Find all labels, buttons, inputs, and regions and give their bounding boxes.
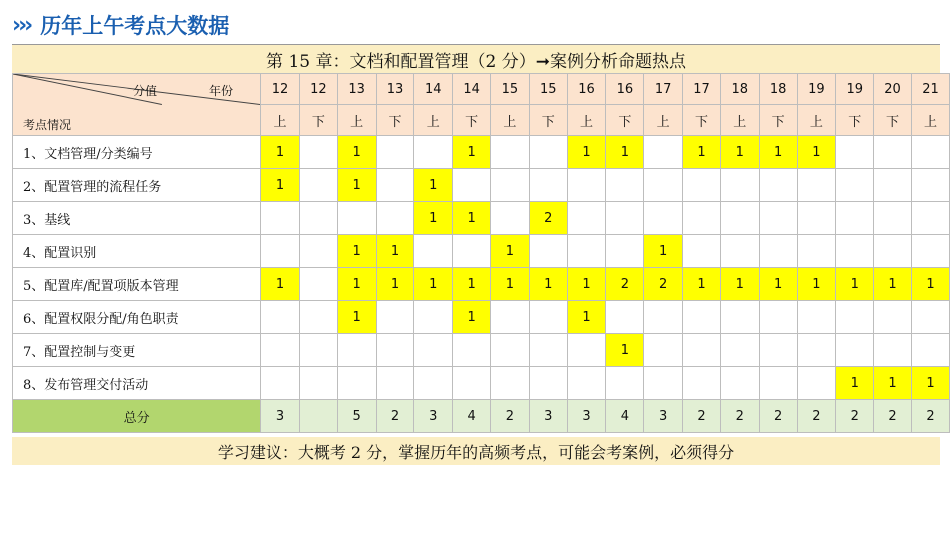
score-cell (567, 235, 606, 268)
score-cell (683, 202, 721, 235)
score-cell (567, 202, 606, 235)
total-cell: 3 (529, 400, 567, 433)
score-cell (683, 301, 721, 334)
score-cell: 1 (414, 169, 453, 202)
score-cell: 1 (337, 235, 376, 268)
score-cell (720, 367, 759, 400)
score-cell: 1 (376, 235, 414, 268)
score-cell (644, 301, 683, 334)
score-cell (453, 367, 491, 400)
score-cell (874, 136, 912, 169)
topic-label: 2、配置管理的流程任务 (13, 169, 261, 202)
score-cell (797, 169, 836, 202)
score-cell (911, 202, 949, 235)
score-cell (644, 367, 683, 400)
topic-label: 6、配置权限分配/角色职责 (13, 301, 261, 334)
half-year-header: 下 (836, 105, 874, 136)
score-cell: 1 (874, 367, 912, 400)
score-cell (567, 334, 606, 367)
score-cell (874, 235, 912, 268)
score-cell (414, 235, 453, 268)
score-cell (261, 202, 300, 235)
score-cell (453, 169, 491, 202)
score-cell (337, 367, 376, 400)
score-cell (683, 334, 721, 367)
score-cell (874, 202, 912, 235)
score-cell (606, 169, 644, 202)
year-header: 20 (874, 74, 912, 105)
year-header: 16 (567, 74, 606, 105)
score-cell (720, 202, 759, 235)
score-cell (797, 301, 836, 334)
score-cell: 1 (261, 136, 300, 169)
total-cell: 4 (606, 400, 644, 433)
year-header: 15 (491, 74, 530, 105)
score-cell (299, 334, 337, 367)
score-cell: 1 (683, 136, 721, 169)
score-cell (683, 367, 721, 400)
half-year-header: 上 (491, 105, 530, 136)
table-row (13, 202, 950, 235)
score-cell (376, 334, 414, 367)
total-cell: 5 (337, 400, 376, 433)
total-cell: 2 (491, 400, 530, 433)
score-cell: 1 (414, 268, 453, 301)
topic-label: 5、配置库/配置项版本管理 (13, 268, 261, 301)
table-row (13, 367, 950, 400)
score-cell: 1 (606, 334, 644, 367)
score-cell (759, 301, 797, 334)
half-year-header: 上 (797, 105, 836, 136)
score-cell (606, 235, 644, 268)
total-cell: 2 (836, 400, 874, 433)
score-cell: 1 (911, 268, 949, 301)
score-cell (299, 202, 337, 235)
score-cell: 1 (644, 235, 683, 268)
year-header: 17 (644, 74, 683, 105)
score-cell (683, 235, 721, 268)
score-cell (261, 367, 300, 400)
score-cell: 1 (337, 136, 376, 169)
score-cell (299, 235, 337, 268)
score-cell (376, 169, 414, 202)
total-row (13, 400, 950, 433)
half-year-header: 上 (261, 105, 300, 136)
total-cell (299, 400, 337, 433)
year-header: 14 (414, 74, 453, 105)
score-cell (606, 202, 644, 235)
score-cell (567, 367, 606, 400)
score-cell (911, 235, 949, 268)
score-cell (720, 334, 759, 367)
score-cell (376, 301, 414, 334)
total-cell: 4 (453, 400, 491, 433)
score-cell (644, 136, 683, 169)
score-cell (759, 334, 797, 367)
score-cell (911, 334, 949, 367)
year-header: 16 (606, 74, 644, 105)
score-cell (567, 169, 606, 202)
score-cell: 1 (720, 136, 759, 169)
half-year-header: 上 (337, 105, 376, 136)
score-cell (874, 334, 912, 367)
topic-label: 7、配置控制与变更 (13, 334, 261, 367)
score-cell (911, 301, 949, 334)
score-cell (414, 136, 453, 169)
half-year-header: 下 (874, 105, 912, 136)
score-cell (261, 334, 300, 367)
score-cell (529, 367, 567, 400)
total-cell: 2 (759, 400, 797, 433)
score-cell (836, 169, 874, 202)
score-cell: 1 (453, 268, 491, 301)
chapter-title: 第 15 章：文档和配置管理（2 分）➞案例分析命题热点 (12, 44, 940, 74)
total-cell: 2 (683, 400, 721, 433)
score-cell: 1 (376, 268, 414, 301)
half-year-header: 下 (606, 105, 644, 136)
score-cell: 2 (606, 268, 644, 301)
score-cell: 1 (911, 367, 949, 400)
score-cell (836, 235, 874, 268)
score-cell (299, 268, 337, 301)
score-cell: 1 (836, 268, 874, 301)
score-cell: 1 (567, 136, 606, 169)
score-cell (797, 202, 836, 235)
score-cell: 1 (414, 202, 453, 235)
score-cell (491, 136, 530, 169)
year-header: 17 (683, 74, 721, 105)
score-cell (911, 169, 949, 202)
table-row (13, 235, 950, 268)
score-cell (299, 301, 337, 334)
score-cell (529, 301, 567, 334)
score-cell: 1 (606, 136, 644, 169)
score-cell (644, 334, 683, 367)
study-advice: 学习建议：大概考 2 分，掌握历年的高频考点，可能会考案例，必须得分 (12, 437, 940, 465)
score-cell (720, 301, 759, 334)
score-cell: 1 (759, 268, 797, 301)
year-header: 12 (299, 74, 337, 105)
total-cell: 3 (644, 400, 683, 433)
page-header (12, 8, 229, 42)
score-cell (529, 235, 567, 268)
score-cell (299, 169, 337, 202)
score-cell (491, 202, 530, 235)
score-cell (836, 202, 874, 235)
score-cell (453, 334, 491, 367)
score-cell: 1 (567, 268, 606, 301)
half-year-header: 上 (567, 105, 606, 136)
score-cell (414, 301, 453, 334)
score-cell (337, 334, 376, 367)
half-year-header: 下 (299, 105, 337, 136)
score-cell: 1 (567, 301, 606, 334)
score-cell: 1 (797, 268, 836, 301)
year-header: 19 (836, 74, 874, 105)
year-header: 13 (337, 74, 376, 105)
score-cell (720, 235, 759, 268)
score-cell (644, 169, 683, 202)
half-year-header: 下 (683, 105, 721, 136)
half-year-header: 上 (414, 105, 453, 136)
score-cell (797, 334, 836, 367)
score-cell: 1 (337, 169, 376, 202)
score-cell (529, 136, 567, 169)
score-cell (491, 367, 530, 400)
score-cell (759, 235, 797, 268)
half-year-header: 下 (453, 105, 491, 136)
value-label: 分值 (133, 84, 158, 98)
score-cell: 1 (337, 268, 376, 301)
half-year-header: 下 (759, 105, 797, 136)
score-cell (874, 169, 912, 202)
score-cell (759, 169, 797, 202)
total-label: 总分 (13, 400, 261, 433)
score-cell (491, 301, 530, 334)
total-cell: 3 (567, 400, 606, 433)
topic-label: 8、发布管理交付活动 (13, 367, 261, 400)
score-cell (836, 136, 874, 169)
score-cell (491, 334, 530, 367)
total-cell: 2 (720, 400, 759, 433)
page-title: 历年上午考点大数据 (40, 14, 230, 38)
exam-stats-table (12, 73, 950, 433)
total-cell: 2 (376, 400, 414, 433)
score-cell (376, 367, 414, 400)
year-header: 19 (797, 74, 836, 105)
score-cell (606, 301, 644, 334)
table-corner-header (13, 74, 261, 136)
score-cell (759, 367, 797, 400)
score-cell: 1 (337, 301, 376, 334)
total-cell: 2 (797, 400, 836, 433)
score-cell: 1 (453, 301, 491, 334)
score-cell (299, 136, 337, 169)
year-header: 18 (720, 74, 759, 105)
year-label: 年份 (209, 84, 234, 98)
half-year-header: 上 (644, 105, 683, 136)
half-year-header: 上 (911, 105, 949, 136)
table-row (13, 334, 950, 367)
score-cell: 1 (261, 268, 300, 301)
table-row (13, 301, 950, 334)
score-cell (453, 235, 491, 268)
score-cell: 2 (529, 202, 567, 235)
table-row (13, 136, 950, 169)
score-cell (261, 301, 300, 334)
half-year-header: 下 (529, 105, 567, 136)
score-cell (797, 235, 836, 268)
score-cell (874, 301, 912, 334)
year-header: 12 (261, 74, 300, 105)
score-cell: 1 (874, 268, 912, 301)
topic-label: 3、基线 (13, 202, 261, 235)
score-cell (720, 169, 759, 202)
triple-chevron-icon: › › › (12, 12, 27, 38)
score-cell (683, 169, 721, 202)
score-cell (414, 367, 453, 400)
score-cell (337, 202, 376, 235)
year-header: 13 (376, 74, 414, 105)
score-cell (644, 202, 683, 235)
score-cell: 1 (836, 367, 874, 400)
score-cell: 1 (491, 235, 530, 268)
score-cell (797, 367, 836, 400)
total-cell: 3 (414, 400, 453, 433)
topic-label: 考点情况 (23, 118, 72, 132)
year-header: 14 (453, 74, 491, 105)
score-cell (529, 334, 567, 367)
score-cell (529, 169, 567, 202)
score-cell (414, 334, 453, 367)
score-cell: 1 (529, 268, 567, 301)
score-cell (759, 202, 797, 235)
score-cell: 1 (683, 268, 721, 301)
topic-label: 4、配置识别 (13, 235, 261, 268)
score-cell (376, 136, 414, 169)
total-cell: 3 (261, 400, 300, 433)
score-cell: 1 (261, 169, 300, 202)
table-row (13, 169, 950, 202)
score-cell: 1 (797, 136, 836, 169)
score-cell: 1 (491, 268, 530, 301)
score-cell (491, 169, 530, 202)
score-cell (911, 136, 949, 169)
year-header: 21 (911, 74, 949, 105)
score-cell: 1 (453, 202, 491, 235)
score-cell: 1 (453, 136, 491, 169)
year-header: 18 (759, 74, 797, 105)
half-year-header: 上 (720, 105, 759, 136)
score-cell: 1 (759, 136, 797, 169)
total-cell: 2 (911, 400, 949, 433)
score-cell (376, 202, 414, 235)
score-cell (299, 367, 337, 400)
score-cell: 2 (644, 268, 683, 301)
score-cell (836, 334, 874, 367)
score-cell: 1 (720, 268, 759, 301)
half-year-header: 下 (376, 105, 414, 136)
topic-label: 1、文档管理/分类编号 (13, 136, 261, 169)
score-cell (606, 367, 644, 400)
score-cell (836, 301, 874, 334)
table-row (13, 268, 950, 301)
year-header: 15 (529, 74, 567, 105)
total-cell: 2 (874, 400, 912, 433)
score-cell (261, 235, 300, 268)
